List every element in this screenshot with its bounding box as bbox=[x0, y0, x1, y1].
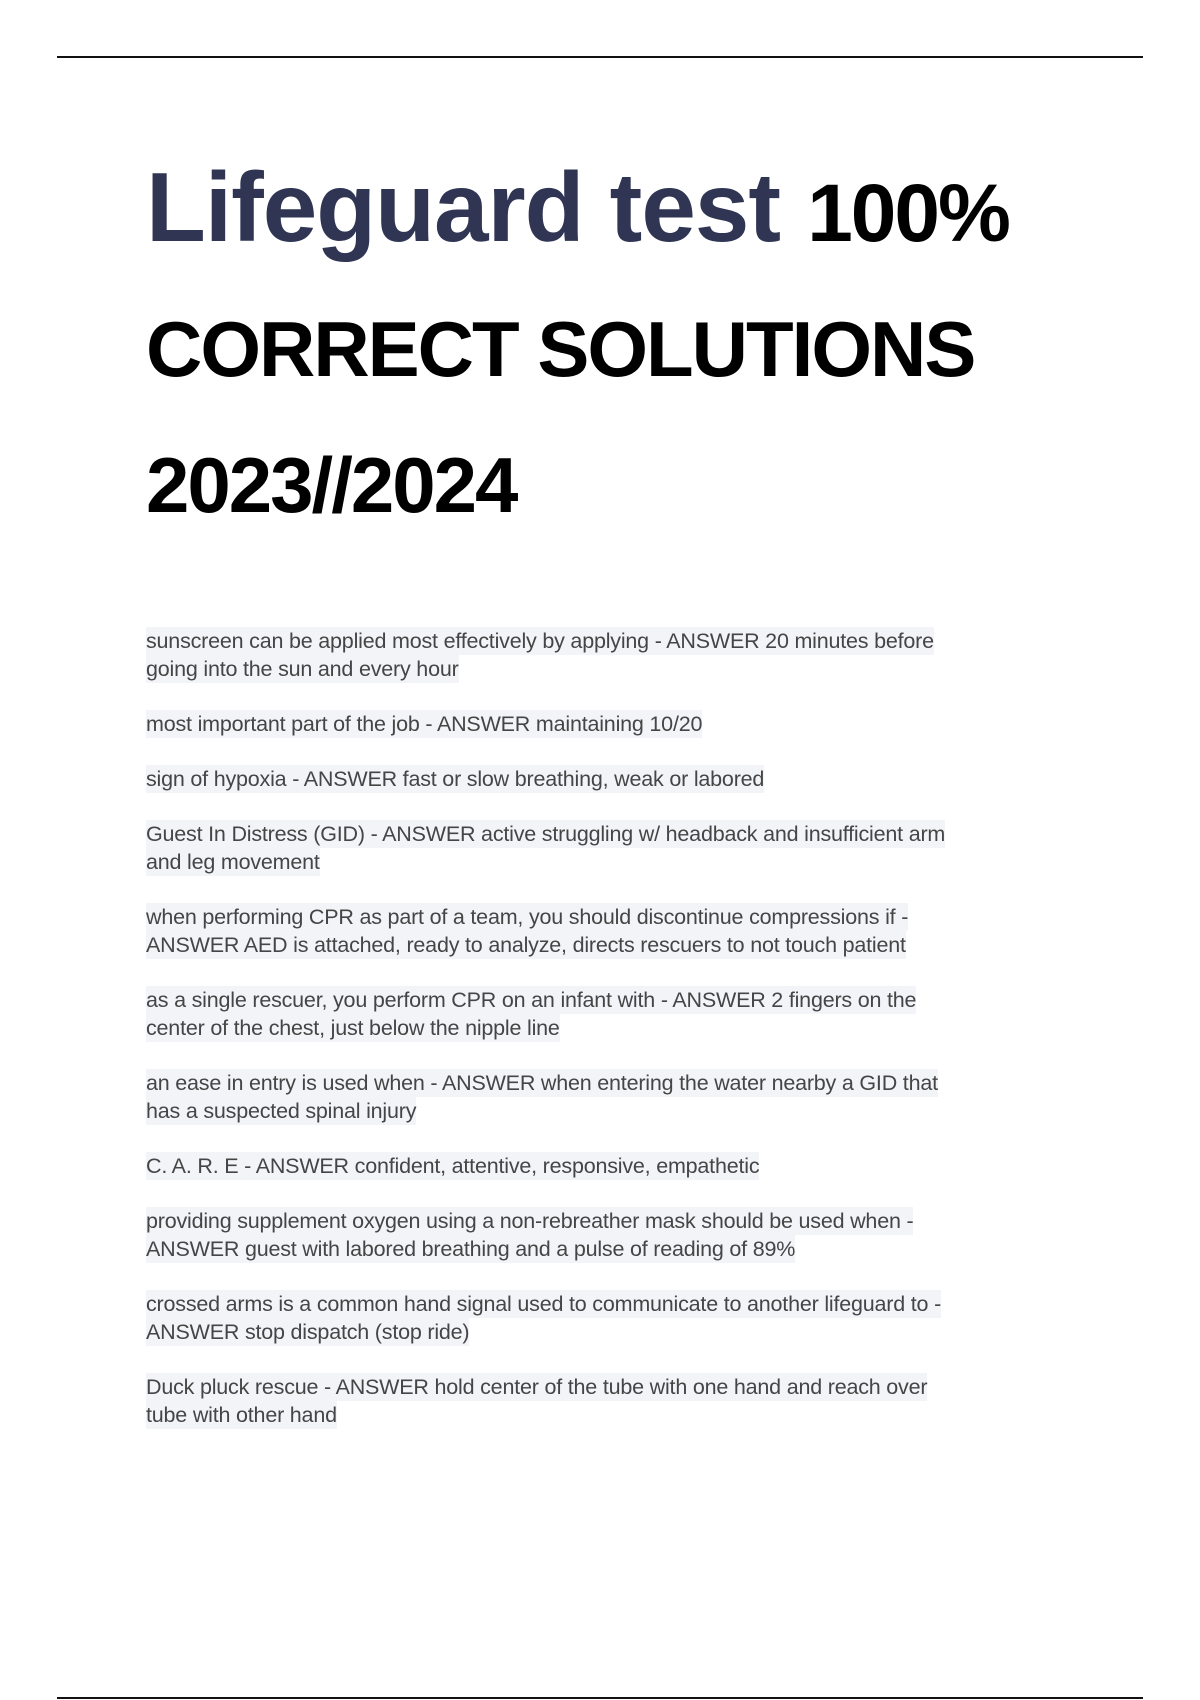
qa-line bbox=[146, 848, 1106, 876]
qa-line-text: C. A. R. E - ANSWER confident, attentive, responsive, empathetic bbox=[146, 1154, 760, 1178]
question-answer-list bbox=[146, 627, 1106, 1456]
qa-item bbox=[146, 1069, 1106, 1125]
qa-line bbox=[146, 903, 1106, 931]
qa-line-text: center of the chest, just below the nipple line bbox=[146, 1016, 560, 1040]
qa-item bbox=[146, 627, 1106, 683]
qa-line-text: an ease in entry is used when - ANSWER when entering the water nearby a GID that bbox=[146, 1071, 938, 1095]
qa-line-text: has a suspected spinal injury bbox=[146, 1099, 417, 1123]
qa-line bbox=[146, 1069, 1106, 1097]
qa-line-text: sunscreen can be applied most effectively by applying - ANSWER 20 minutes before bbox=[146, 629, 934, 653]
qa-item bbox=[146, 1152, 1106, 1180]
qa-line bbox=[146, 1097, 1106, 1125]
qa-line-text: and leg movement bbox=[146, 850, 320, 874]
qa-item bbox=[146, 1290, 1106, 1346]
qa-line bbox=[146, 1152, 1106, 1180]
qa-line bbox=[146, 627, 1106, 655]
document-title-line-2: CORRECT SOLUTIONS bbox=[146, 305, 975, 393]
qa-line bbox=[146, 1290, 1106, 1318]
qa-line bbox=[146, 1401, 1106, 1429]
qa-line bbox=[146, 1207, 1106, 1235]
qa-line-text: when performing CPR as part of a team, you should discontinue compressions if - bbox=[146, 905, 909, 929]
document-title-line-3: 2023//2024 bbox=[146, 441, 517, 529]
qa-line bbox=[146, 931, 1106, 959]
qa-item bbox=[146, 986, 1106, 1042]
qa-line bbox=[146, 655, 1106, 683]
qa-line bbox=[146, 1318, 1106, 1346]
qa-item bbox=[146, 710, 1106, 738]
qa-line-text: crossed arms is a common hand signal used to communicate to another lifeguard to - bbox=[146, 1292, 942, 1316]
document-title-line-1 bbox=[146, 152, 1009, 262]
qa-line-text: ANSWER stop dispatch (stop ride) bbox=[146, 1320, 470, 1344]
qa-line-text: most important part of the job - ANSWER maintaining 10/20 bbox=[146, 712, 703, 736]
qa-line-text: going into the sun and every hour bbox=[146, 657, 459, 681]
qa-line bbox=[146, 820, 1106, 848]
qa-item bbox=[146, 903, 1106, 959]
qa-line bbox=[146, 710, 1106, 738]
qa-item bbox=[146, 820, 1106, 876]
qa-line-text: tube with other hand bbox=[146, 1403, 337, 1427]
qa-line-text: ANSWER AED is attached, ready to analyze, directs rescuers to not touch patient bbox=[146, 933, 906, 957]
qa-item bbox=[146, 1207, 1106, 1263]
qa-line bbox=[146, 765, 1106, 793]
title-lifeguard-test: Lifeguard test bbox=[146, 152, 780, 262]
top-rule bbox=[57, 56, 1143, 58]
qa-line-text: as a single rescuer, you perform CPR on an infant with - ANSWER 2 fingers on the bbox=[146, 988, 917, 1012]
qa-line bbox=[146, 1373, 1106, 1401]
qa-item bbox=[146, 765, 1106, 793]
qa-line bbox=[146, 1014, 1106, 1042]
qa-line-text: Duck pluck rescue - ANSWER hold center of the tube with one hand and reach over bbox=[146, 1375, 928, 1399]
qa-line-text: sign of hypoxia - ANSWER fast or slow breathing, weak or labored bbox=[146, 767, 765, 791]
qa-line-text: Guest In Distress (GID) - ANSWER active struggling w/ headback and insufficient arm bbox=[146, 822, 946, 846]
qa-line-text: providing supplement oxygen using a non-rebreather mask should be used when - bbox=[146, 1209, 914, 1233]
qa-line bbox=[146, 1235, 1106, 1263]
qa-line bbox=[146, 986, 1106, 1014]
title-percent: 100% bbox=[807, 168, 1009, 259]
qa-line-text: ANSWER guest with labored breathing and a pulse of reading of 89% bbox=[146, 1237, 796, 1261]
qa-item bbox=[146, 1373, 1106, 1429]
bottom-rule bbox=[57, 1697, 1143, 1699]
